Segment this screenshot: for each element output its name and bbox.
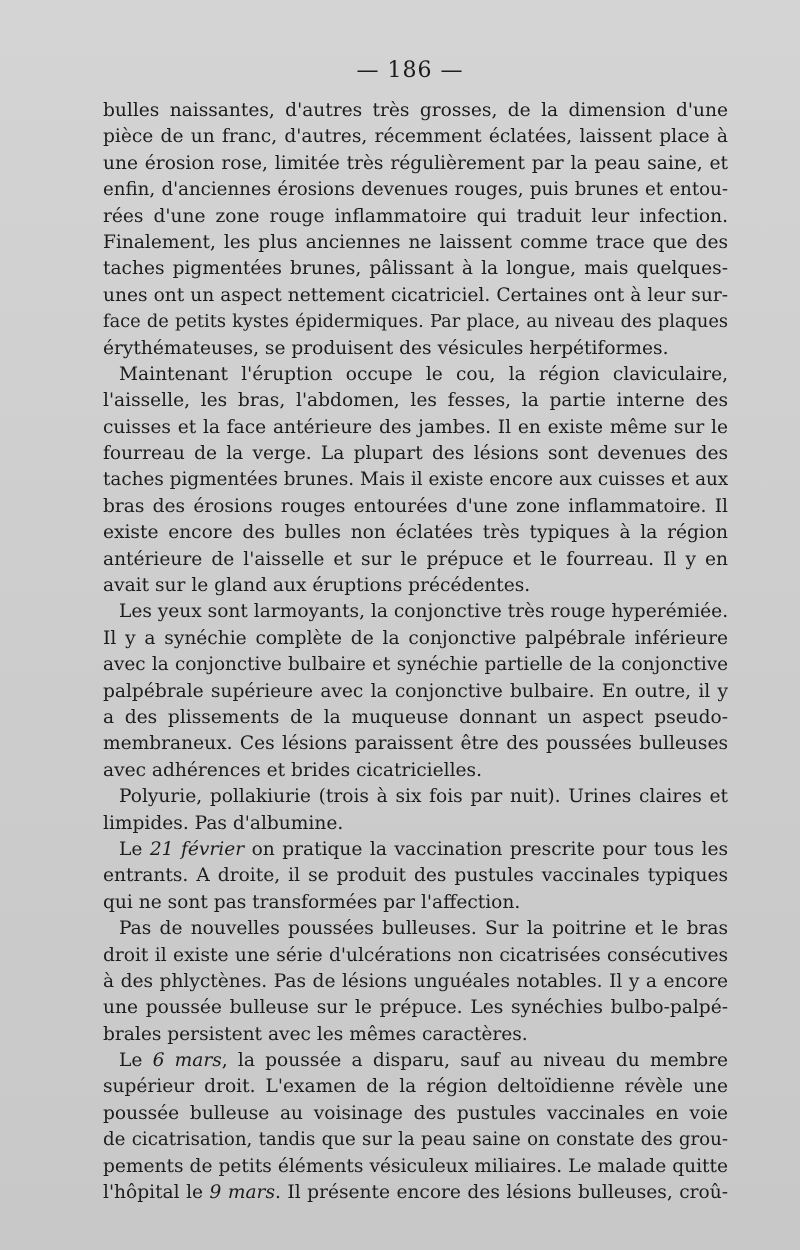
text-line: membraneux. Ces lésions paraissent être des poussées bulleuses (103, 733, 728, 755)
text-line: palpébrale supérieure avec la conjonctive bulbaire. En outre, il y (103, 680, 728, 702)
text-line: bulles naissantes, d'autres très grosses, de la dimension d'une (103, 100, 728, 121)
text-line: de cicatrisation, tandis que sur la peau saine on constate des grou- (103, 1129, 728, 1151)
text-line: bras des érosions rouges entourées d'une zone inflammatoire. Il (103, 495, 728, 517)
text-line: l'aisselle, les bras, l'abdomen, les fesses, la partie interne des (103, 390, 728, 412)
text-line: enfin, d'anciennes érosions devenues rouges, puis brunes et entou- (103, 179, 728, 201)
text-line: Il y a synéchie complète de la conjonctive palpébrale inférieure (103, 627, 728, 649)
text-line: face de petits kystes épidermiques. Par place, au niveau des plaques (103, 311, 728, 333)
date-6-mars: 6 mars (152, 1050, 222, 1072)
text-line: Finalement, les plus anciennes ne laissent comme trace que des (103, 231, 728, 253)
text-line: cuisses et la face antérieure des jambes. Il en existe même sur le (103, 416, 728, 438)
text-line: pièce de un franc, d'autres, récemment éclatées, laissent place à (103, 126, 728, 148)
text-line: brales persistent avec les mêmes caractères. (103, 1023, 528, 1045)
text-line: à des phlyctènes. Pas de lésions unguéales notables. Il y a encore (103, 970, 728, 992)
text-line: rées d'une zone rouge inflammatoire qui traduit leur infection. (103, 205, 728, 227)
text-line: poussée bulleuse au voisinage des pustules vaccinales en voie (103, 1102, 728, 1124)
text-line: antérieure de l'aisselle et sur le prépuce et le fourreau. Il y en (103, 548, 728, 570)
text-line: érythémateuses, se produisent des vésicules herpétiformes. (103, 337, 669, 359)
text-line: fourreau de la verge. La plupart des lésions sont devenues des (103, 443, 728, 465)
text-line: a des plissements de la muqueuse donnant un aspect pseudo- (103, 706, 728, 728)
text-line: Le 6 mars, la poussée a disparu, sauf au niveau du membre (119, 1050, 728, 1072)
text-line: Pas de nouvelles poussées bulleuses. Sur la poitrine et le bras (119, 918, 728, 940)
text-line: limpides. Pas d'albumine. (103, 812, 344, 834)
page-number: — 186 — (356, 58, 464, 83)
text-line: une poussée bulleuse sur le prépuce. Les synéchies bulbo-palpé- (103, 997, 728, 1019)
text-line: une érosion rose, limitée très régulièrement par la peau saine, et (103, 152, 728, 174)
text-line: Polyurie, pollakiurie (trois à six fois par nuit). Urines claires et (119, 786, 728, 808)
text-line: pements de petits éléments vésiculeux miliaires. Le malade quitte (103, 1155, 728, 1177)
text-line: existe encore des bulles non éclatées très typiques à la région (103, 522, 728, 544)
text-line: Maintenant l'éruption occupe le cou, la région claviculaire, (119, 363, 728, 385)
text-line: unes ont un aspect nettement cicatriciel. Certaines ont à leur sur- (103, 284, 728, 306)
text-line: qui ne sont pas transformées par l'affection. (103, 891, 521, 913)
text-line: entrants. A droite, il se produit des pustules vaccinales typiques (103, 865, 728, 887)
text-line: avait sur le gland aux éruptions précédentes. (103, 575, 531, 597)
text-line: taches pigmentées brunes, pâlissant à la longue, mais quelques- (103, 258, 728, 280)
text-line: Le 21 février on pratique la vaccination prescrite pour tous les (119, 838, 728, 860)
text-line: droit il existe une série d'ulcérations non cicatrisées consécutives (103, 944, 728, 966)
text-line: taches pigmentées brunes. Mais il existe encore aux cuisses et aux (103, 469, 728, 491)
text-line: supérieur droit. L'examen de la région deltoïdienne révèle une (103, 1076, 728, 1098)
date-9-mars: 9 mars (209, 1182, 275, 1204)
body-text (103, 98, 728, 1206)
text-line: avec la conjonctive bulbaire et synéchie partielle de la conjonctive (103, 654, 728, 676)
date-21-fevrier: 21 février (149, 838, 245, 860)
text-line: avec adhérences et brides cicatricielles. (103, 759, 482, 781)
text-line: Les yeux sont larmoyants, la conjonctive très rouge hyperémiée. (119, 601, 728, 623)
text-line: l'hôpital le 9 mars. Il présente encore des lésions bulleuses, croû- (103, 1182, 728, 1204)
